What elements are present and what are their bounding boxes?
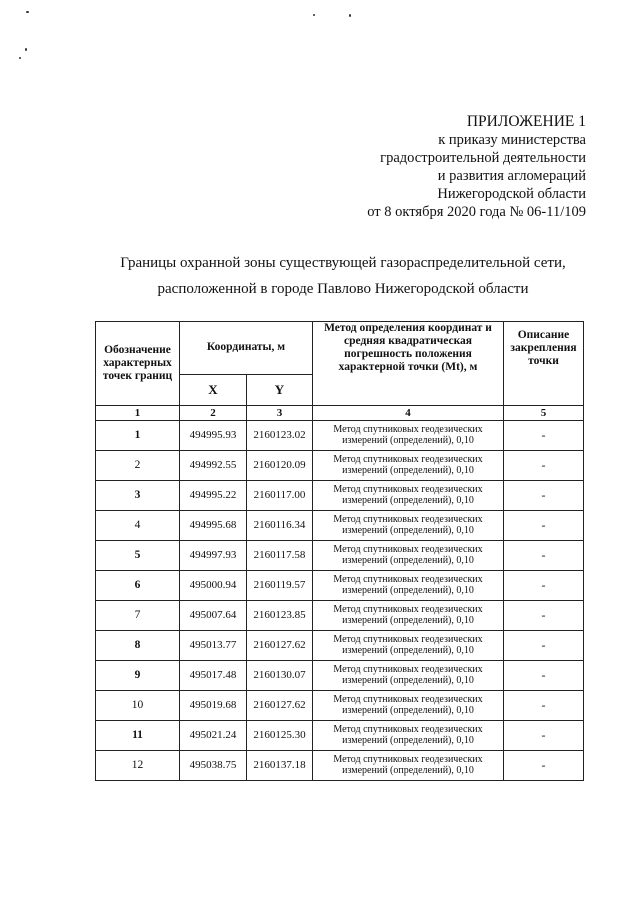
y-coordinate-cell: 2160130.07 <box>247 660 313 690</box>
point-id-cell: 7 <box>96 600 180 630</box>
document-title-line-2: расположенной в городе Павлово Нижегородской области <box>157 281 529 297</box>
method-cell: Метод спутниковых геодезических измерений (определений), 0,10 <box>313 690 504 720</box>
y-coordinate-cell: 2160127.62 <box>247 630 313 660</box>
y-coordinate-cell: 2160117.00 <box>247 480 313 510</box>
y-coordinate-cell: 2160123.02 <box>247 420 313 450</box>
description-cell: - <box>504 750 584 780</box>
point-id-cell: 9 <box>96 660 180 690</box>
x-coordinate-cell: 494995.93 <box>180 420 247 450</box>
method-cell: Метод спутниковых геодезических измерений (определений), 0,10 <box>313 660 504 690</box>
column-number: 4 <box>313 405 504 420</box>
column-number: 5 <box>504 405 584 420</box>
coordinates-table <box>95 321 584 781</box>
scan-speck <box>19 57 21 59</box>
x-coordinate-cell: 495007.64 <box>180 600 247 630</box>
point-id-cell: 2 <box>96 450 180 480</box>
table-header-row <box>96 322 584 375</box>
table-row <box>96 630 584 660</box>
x-coordinate-cell: 494995.68 <box>180 510 247 540</box>
header-method: Метод определения координат и средняя квадратическая погрешность положения характерной точки (Mt), м <box>313 322 504 375</box>
method-cell: Метод спутниковых геодезических измерений (определений), 0,10 <box>313 600 504 630</box>
x-coordinate-cell: 495017.48 <box>180 660 247 690</box>
table-row <box>96 750 584 780</box>
description-cell: - <box>504 510 584 540</box>
order-date-number: от 8 октября 2020 года № 06-11/109 <box>367 204 586 220</box>
order-reference-line: к приказу министерства <box>438 132 586 148</box>
description-cell: - <box>504 600 584 630</box>
header-y: Y <box>247 374 313 405</box>
description-cell: - <box>504 720 584 750</box>
x-coordinate-cell: 495013.77 <box>180 630 247 660</box>
y-coordinate-cell: 2160127.62 <box>247 690 313 720</box>
description-cell: - <box>504 420 584 450</box>
x-coordinate-cell: 495021.24 <box>180 720 247 750</box>
point-id-cell: 5 <box>96 540 180 570</box>
y-coordinate-cell: 2160137.18 <box>247 750 313 780</box>
table-row <box>96 690 584 720</box>
description-cell: - <box>504 660 584 690</box>
header-description-empty <box>504 374 584 405</box>
scan-speck <box>349 14 351 17</box>
x-coordinate-cell: 495000.94 <box>180 570 247 600</box>
method-cell: Метод спутниковых геодезических измерений (определений), 0,10 <box>313 750 504 780</box>
point-id-cell: 12 <box>96 750 180 780</box>
x-coordinate-cell: 495038.75 <box>180 750 247 780</box>
table-row <box>96 540 584 570</box>
ministry-line: градостроительной деятельности <box>380 150 586 166</box>
region-line: Нижегородской области <box>437 186 586 202</box>
column-number: 3 <box>247 405 313 420</box>
scan-speck <box>25 48 27 51</box>
document-title-line-1: Границы охранной зоны существующей газораспределительной сети, <box>120 255 566 271</box>
scan-speck <box>313 14 315 16</box>
scan-speck <box>26 11 29 13</box>
x-coordinate-cell: 495019.68 <box>180 690 247 720</box>
header-point-designation: Обозначение характерных точек границ <box>96 322 180 406</box>
table-row <box>96 420 584 450</box>
ministry-line: и развития агломераций <box>437 168 586 184</box>
table-row <box>96 660 584 690</box>
header-description: Описание закрепления точки <box>504 322 584 375</box>
point-id-cell: 3 <box>96 480 180 510</box>
x-coordinate-cell: 494997.93 <box>180 540 247 570</box>
column-number: 1 <box>96 405 180 420</box>
y-coordinate-cell: 2160123.85 <box>247 600 313 630</box>
y-coordinate-cell: 2160116.34 <box>247 510 313 540</box>
table-row <box>96 570 584 600</box>
description-cell: - <box>504 450 584 480</box>
point-id-cell: 11 <box>96 720 180 750</box>
y-coordinate-cell: 2160120.09 <box>247 450 313 480</box>
description-cell: - <box>504 540 584 570</box>
method-cell: Метод спутниковых геодезических измерений (определений), 0,10 <box>313 570 504 600</box>
method-cell: Метод спутниковых геодезических измерений (определений), 0,10 <box>313 540 504 570</box>
column-number-row <box>96 405 584 420</box>
header-coordinates: Координаты, м <box>180 322 313 375</box>
method-cell: Метод спутниковых геодезических измерений (определений), 0,10 <box>313 450 504 480</box>
y-coordinate-cell: 2160125.30 <box>247 720 313 750</box>
method-cell: Метод спутниковых геодезических измерений (определений), 0,10 <box>313 720 504 750</box>
method-cell: Метод спутниковых геодезических измерений (определений), 0,10 <box>313 630 504 660</box>
header-method-empty <box>313 374 504 405</box>
x-coordinate-cell: 494995.22 <box>180 480 247 510</box>
table-row <box>96 450 584 480</box>
y-coordinate-cell: 2160117.58 <box>247 540 313 570</box>
point-id-cell: 10 <box>96 690 180 720</box>
table-row <box>96 510 584 540</box>
table-row <box>96 720 584 750</box>
description-cell: - <box>504 480 584 510</box>
point-id-cell: 1 <box>96 420 180 450</box>
y-coordinate-cell: 2160119.57 <box>247 570 313 600</box>
table-row <box>96 480 584 510</box>
description-cell: - <box>504 690 584 720</box>
description-cell: - <box>504 570 584 600</box>
point-id-cell: 4 <box>96 510 180 540</box>
column-number: 2 <box>180 405 247 420</box>
point-id-cell: 6 <box>96 570 180 600</box>
method-cell: Метод спутниковых геодезических измерений (определений), 0,10 <box>313 510 504 540</box>
table-row <box>96 600 584 630</box>
header-x: X <box>180 374 247 405</box>
method-cell: Метод спутниковых геодезических измерений (определений), 0,10 <box>313 480 504 510</box>
description-cell: - <box>504 630 584 660</box>
x-coordinate-cell: 494992.55 <box>180 450 247 480</box>
method-cell: Метод спутниковых геодезических измерений (определений), 0,10 <box>313 420 504 450</box>
appendix-number: ПРИЛОЖЕНИЕ 1 <box>466 113 586 130</box>
point-id-cell: 8 <box>96 630 180 660</box>
appendix-header <box>367 113 586 221</box>
